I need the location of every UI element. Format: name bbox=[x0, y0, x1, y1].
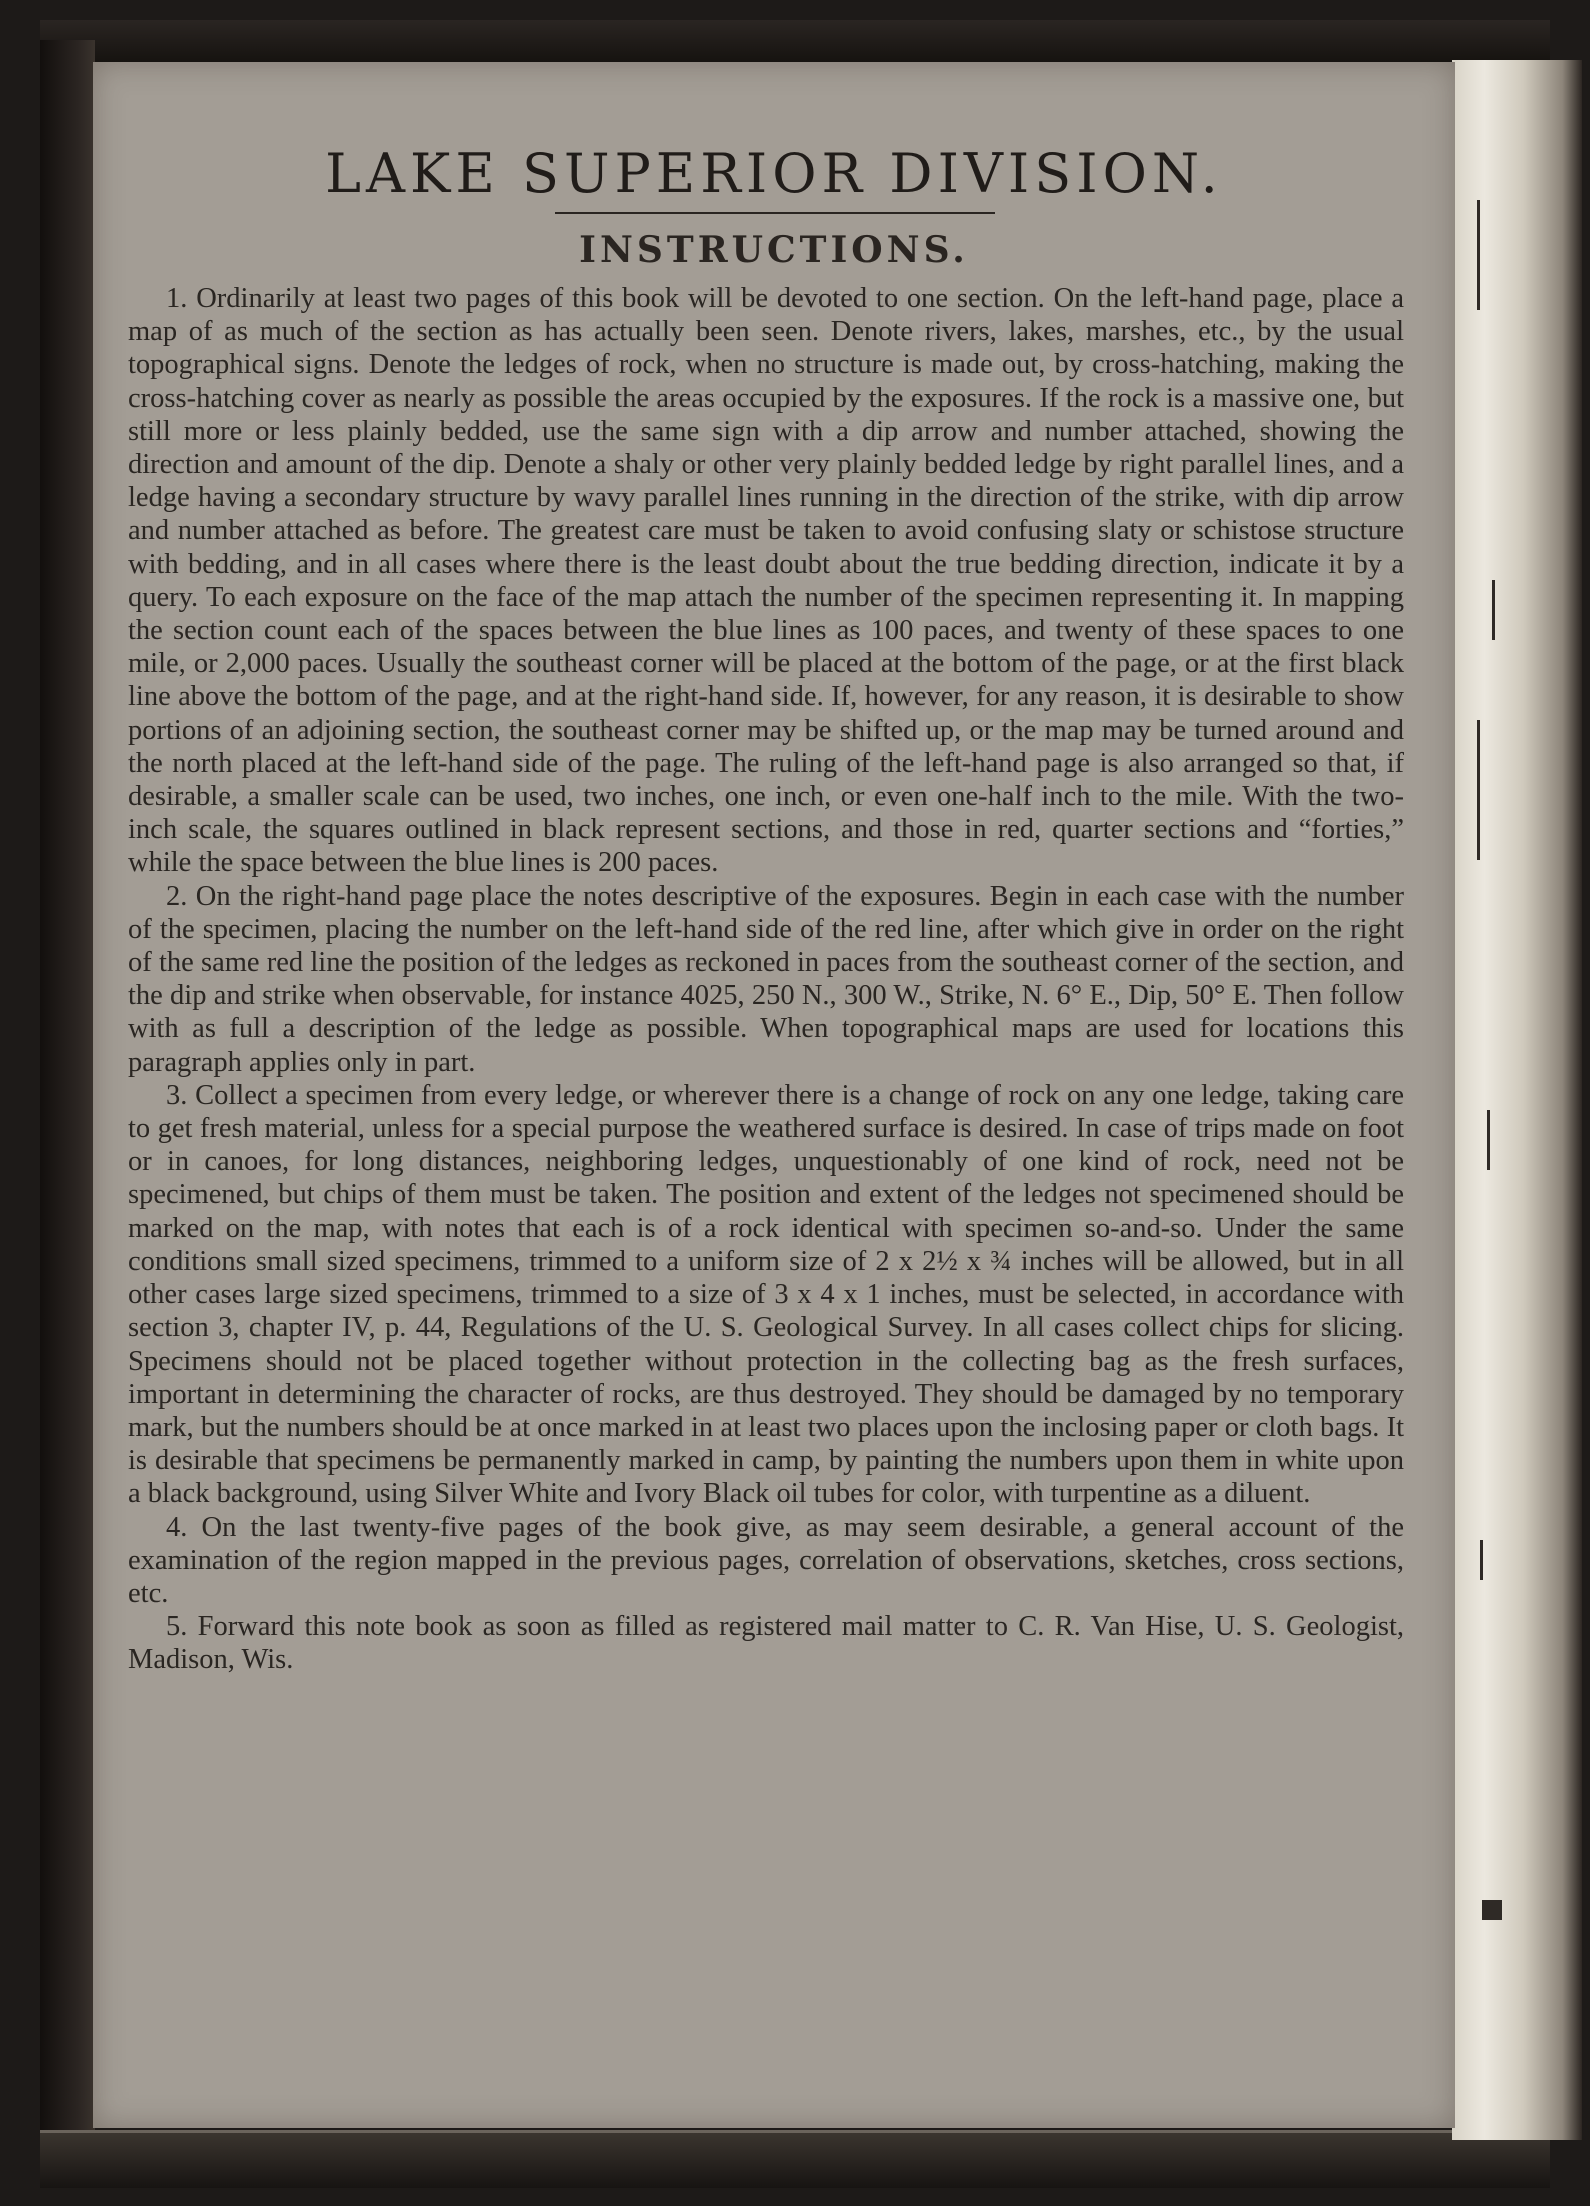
book-cover-bottom-edge bbox=[40, 2130, 1550, 2188]
instruction-paragraph-5: 5. Forward this note book as soon as filled as registered mail matter to C. R. Van Hise, U. S. Geologist, Madison, Wis. bbox=[128, 1611, 1404, 1676]
title-divider bbox=[555, 212, 995, 214]
section-heading: INSTRUCTIONS. bbox=[579, 229, 969, 271]
instruction-page bbox=[93, 62, 1455, 2128]
page-title: LAKE SUPERIOR DIVISION. bbox=[325, 142, 1223, 205]
page-fore-edge bbox=[1452, 60, 1582, 2140]
instruction-paragraph-3: 3. Collect a specimen from every ledge, or wherever there is a change of rock on any one ledge, taking care to get fresh material, unless for a special purpose the weathered surface is desired. In case of trips made on foot or in canoes, for long distances, neighboring ledges, unquestionably of one kind of rock, need not be specimened, but chips of them must be taken. The position and extent of the ledges not specimened should be marked on the map, with notes that each is of a rock identical with specimen so-and-so. Under the same conditions small sized specimens, trimmed to a uniform size of 2 x 2½ x ¾ inches will be allowed, but in all other cases large sized specimens, trimmed to a size of 3 x 4 x 1 inches, must be selected, in accordance with section 3, chapter IV, p. 44, Regulations of the U. S. Geological Survey. In all cases collect chips for slicing. Specimens should not be placed together without protection in the collecting bag as the fresh surfaces, important in determining the character of rocks, are thus destroyed. They should be damaged by no temporary mark, but the numbers should be at once marked in at least two places upon the inclosing paper or cloth bags. It is desirable that specimens be permanently marked in camp, by painting the numbers upon them in white upon a black background, using Silver White and Ivory Black oil tubes for color, with turpentine as a diluent. bbox=[128, 1079, 1404, 1510]
instructions-body bbox=[128, 282, 1404, 1677]
instruction-paragraph-4: 4. On the last twenty-five pages of the book give, as may seem desirable, a general account of the examination of the region mapped in the previous pages, correlation of observations, sketches, cross sections, etc. bbox=[128, 1511, 1404, 1609]
book-cover-top-edge bbox=[40, 20, 1550, 67]
book-cover-spine-edge bbox=[40, 40, 95, 2170]
instruction-paragraph-1: 1. Ordinarily at least two pages of this book will be devoted to one section. On the left-hand page, place a map of as much of the section as has actually been seen. Denote rivers, lakes, marshes, etc., by the usual topographical signs. Denote the ledges of rock, when no structure is made out, by cross-hatching, making the cross-hatching cover as nearly as possible the areas occupied by the exposures. If the rock is a massive one, but still more or less plainly bedded, use the same sign with a dip arrow and number attached, showing the direction and amount of the dip. Denote a shaly or other very plainly bedded ledge by right parallel lines, and a ledge having a secondary structure by wavy parallel lines running in the direction of the strike, with dip arrow and number attached as before. The greatest care must be taken to avoid confusing slaty or schistose structure with bedding, and in all cases where there is the least doubt about the true bedding direction, indicate it by a query. To each exposure on the face of the map attach the number of the specimen representing it. In mapping the section count each of the spaces between the blue lines as 100 paces, and twenty of these spaces to one mile, or 2,000 paces. Usually the southeast corner will be placed at the bottom of the page, or at the first black line above the bottom of the page, and at the right-hand side. If, however, for any reason, it is desirable to show portions of an adjoining section, the southeast corner may be shifted up, or the map may be turned around and the north placed at the left-hand side of the page. The ruling of the left-hand page is also arranged so that, if desirable, a smaller scale can be used, two inches, one inch, or even one-half inch to the mile. With the two-inch scale, the squares outlined in black represent sections, and those in red, quarter sections and “forties,” while the space between the blue lines is 200 paces. bbox=[128, 283, 1404, 879]
instruction-paragraph-2: 2. On the right-hand page place the notes descriptive of the exposures. Begin in each case with the number of the specimen, placing the number on the left-hand side of the red line, after which give in order on the right of the same red line the position of the ledges as reckoned in paces from the southeast corner of the section, and the dip and strike when observable, for instance 4025, 250 N., 300 W., Strike, N. 6° E., Dip, 50° E. Then follow with as full a description of the ledge as possible. When topographical maps are used for locations this paragraph applies only in part. bbox=[128, 880, 1404, 1078]
